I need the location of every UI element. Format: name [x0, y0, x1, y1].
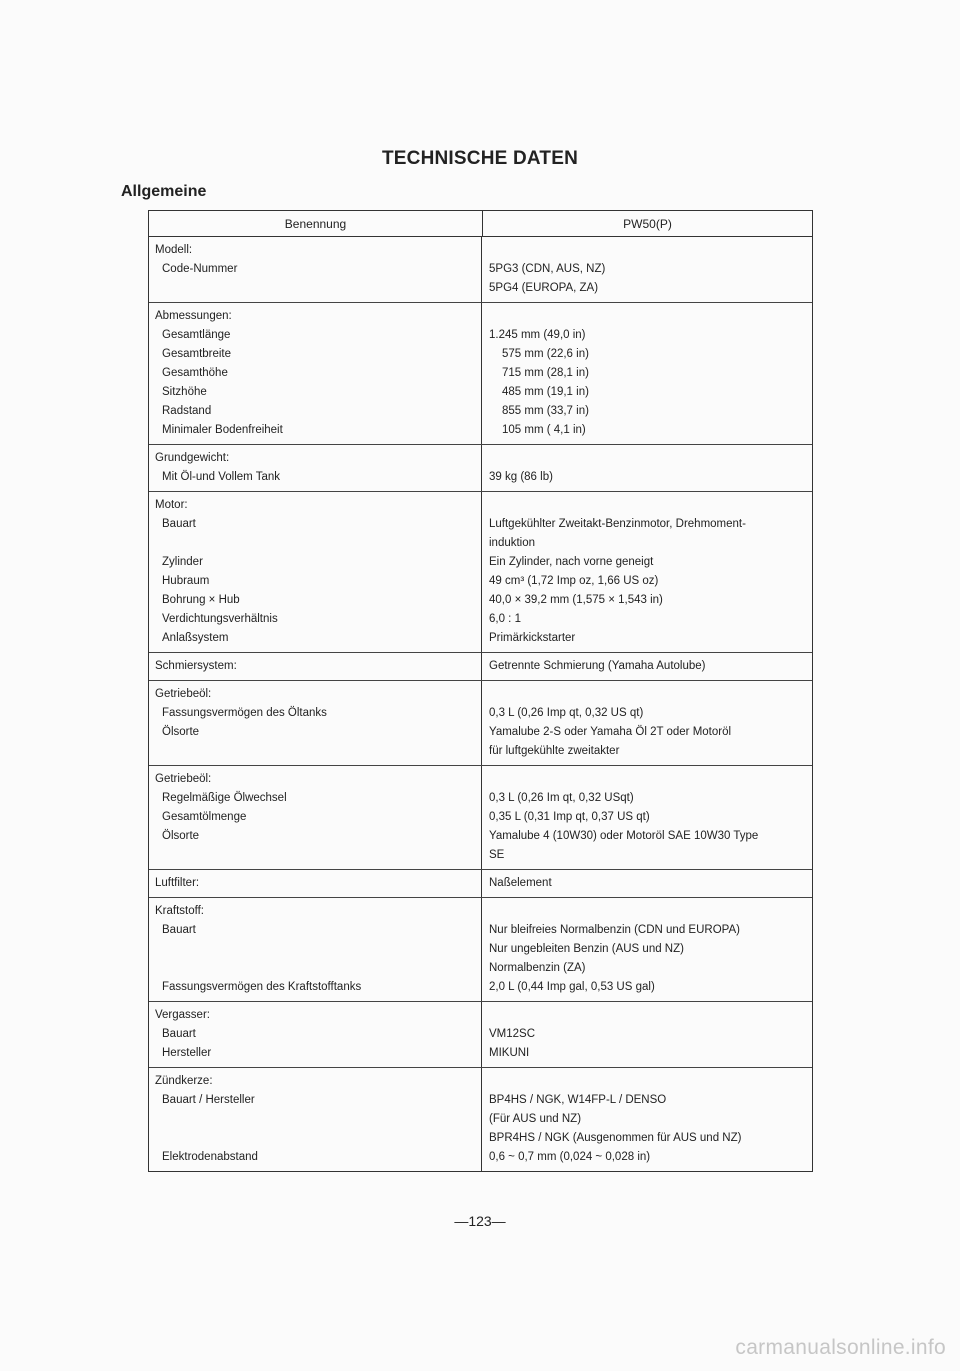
spec-label: Minimaler Bodenfreiheit [162, 424, 283, 436]
row-label-cell [149, 681, 482, 765]
spec-value: SE [489, 849, 505, 861]
spec-label: Schmiersystem: [155, 660, 237, 672]
spec-label: Bauart [162, 924, 196, 936]
spec-label: Zylinder [162, 556, 203, 568]
spec-label [155, 959, 481, 978]
specs-table [148, 210, 813, 1172]
spec-value [489, 1072, 812, 1091]
row-label-cell [149, 303, 482, 444]
spec-value: BPR4HS / NGK (Ausgenommen für AUS und NZ) [489, 1132, 742, 1144]
row-value-cell [482, 303, 812, 444]
spec-value: induktion [489, 537, 536, 549]
spec-label: Ölsorte [162, 830, 200, 842]
spec-value: Normalbenzin (ZA) [489, 962, 586, 974]
row-value-cell [482, 653, 812, 680]
spec-label: Elektrodenabstand [162, 1151, 258, 1163]
spec-value: Yamalube 2-S oder Yamaha Öl 2T oder Motoröl [489, 726, 732, 738]
spec-value: 105 mm ( 4,1 in) [502, 424, 586, 436]
spec-label: Regelmäßige Ölwechsel [162, 792, 287, 804]
table-row [149, 445, 812, 492]
row-value-cell [482, 237, 812, 302]
page-title: TECHNISCHE DATEN [381, 148, 579, 169]
table-row [149, 870, 812, 898]
spec-value: 1.245 mm (49,0 in) [489, 329, 586, 341]
spec-label: Verdichtungsverhältnis [162, 613, 278, 625]
spec-value: 855 mm (33,7 in) [502, 405, 589, 417]
spec-label [155, 846, 481, 865]
spec-value: 0,3 L (0,26 Imp qt, 0,32 US qt) [489, 707, 644, 719]
spec-label: Zündkerze: [155, 1075, 213, 1087]
spec-label: Kraftstoff: [155, 905, 205, 917]
spec-label: Radstand [162, 405, 212, 417]
spec-value: Naßelement [489, 877, 552, 889]
spec-value: Getrennte Schmierung (Yamaha Autolube) [489, 660, 706, 672]
spec-value: MIKUNI [489, 1047, 530, 1059]
spec-value: 6,0 : 1 [489, 613, 521, 625]
table-row [149, 681, 812, 766]
spec-label: Anlaßsystem [162, 632, 229, 644]
spec-label: Modell: [155, 244, 193, 256]
page-number: —123— [454, 1213, 506, 1229]
spec-label: Luftfilter: [155, 877, 200, 889]
table-row [149, 766, 812, 870]
spec-value: 5PG3 (CDN, AUS, NZ) [489, 263, 606, 275]
spec-value [489, 307, 812, 326]
spec-label: Fassungsvermögen des Öltanks [162, 707, 327, 719]
table-row [149, 237, 812, 303]
row-value-cell [482, 898, 812, 1001]
spec-label: Code-Nummer [162, 263, 238, 275]
spec-value: 49 cm³ (1,72 Imp oz, 1,66 US oz) [489, 575, 659, 587]
spec-label [155, 279, 481, 298]
spec-label [155, 534, 481, 553]
spec-label: Sitzhöhe [162, 386, 207, 398]
spec-value: (Für AUS und NZ) [489, 1113, 582, 1125]
spec-value: 0,35 L (0,31 Imp qt, 0,37 US qt) [489, 811, 650, 823]
spec-value [489, 449, 812, 468]
spec-label: Fassungsvermögen des Kraftstofftanks [162, 981, 362, 993]
spec-label: Gesamtbreite [162, 348, 232, 360]
spec-value [489, 770, 812, 789]
header-model: PW50(P) [623, 217, 672, 231]
row-value-cell [482, 1068, 812, 1171]
spec-value [489, 1006, 812, 1025]
spec-label: Bauart [162, 1028, 196, 1040]
spec-label: Hubraum [162, 575, 210, 587]
spec-label: Hersteller [162, 1047, 212, 1059]
table-header [149, 211, 812, 237]
spec-label [155, 940, 481, 959]
spec-value [489, 902, 812, 921]
spec-value: 0,3 L (0,26 Im qt, 0,32 USqt) [489, 792, 634, 804]
spec-label: Bohrung × Hub [162, 594, 240, 606]
spec-label: Gesamtölmenge [162, 811, 247, 823]
spec-value [489, 685, 812, 704]
table-row [149, 1068, 812, 1171]
spec-value: VM12SC [489, 1028, 536, 1040]
spec-label: Getriebeöl: [155, 773, 212, 785]
row-label-cell [149, 898, 482, 1001]
spec-label: Vergasser: [155, 1009, 210, 1021]
spec-label: Motor: [155, 499, 188, 511]
spec-label [155, 742, 481, 761]
row-label-cell [149, 1002, 482, 1067]
row-value-cell [482, 1002, 812, 1067]
row-value-cell [482, 766, 812, 869]
row-value-cell [482, 681, 812, 765]
row-label-cell [149, 1068, 482, 1171]
spec-label: Abmessungen: [155, 310, 232, 322]
spec-label: Gesamthöhe [162, 367, 228, 379]
spec-label: Getriebeöl: [155, 688, 212, 700]
spec-value: 0,6 ~ 0,7 mm (0,024 ~ 0,028 in) [489, 1151, 651, 1163]
spec-label: Bauart [162, 518, 196, 530]
row-value-cell [482, 445, 812, 491]
table-row [149, 1002, 812, 1068]
row-value-cell [482, 870, 812, 897]
spec-value: Nur ungebleiten Benzin (AUS und NZ) [489, 943, 684, 955]
spec-value: 2,0 L (0,44 Imp gal, 0,53 US gal) [489, 981, 655, 993]
table-row [149, 898, 812, 1002]
spec-label [155, 1129, 481, 1148]
row-label-cell [149, 492, 482, 652]
spec-value: Primärkickstarter [489, 632, 576, 644]
spec-value: Nur bleifreies Normalbenzin (CDN und EUROPA) [489, 924, 740, 936]
spec-value: BP4HS / NGK, W14FP-L / DENSO [489, 1094, 667, 1106]
spec-label [155, 1110, 481, 1129]
section-heading: Allgemeine [121, 183, 207, 200]
spec-value: für luftgekühlte zweitakter [489, 745, 620, 757]
spec-value: 39 kg (86 lb) [489, 471, 553, 483]
spec-value: 5PG4 (EUROPA, ZA) [489, 282, 599, 294]
spec-value: 485 mm (19,1 in) [502, 386, 589, 398]
row-label-cell [149, 870, 482, 897]
table-body [149, 237, 812, 1171]
spec-label: Ölsorte [162, 726, 200, 738]
spec-value: 40,0 × 39,2 mm (1,575 × 1,543 in) [489, 594, 663, 606]
row-label-cell [149, 445, 482, 491]
row-value-cell [482, 492, 812, 652]
table-row [149, 492, 812, 653]
spec-value: 715 mm (28,1 in) [502, 367, 589, 379]
spec-value [489, 496, 812, 515]
spec-label: Gesamtlänge [162, 329, 231, 341]
row-label-cell [149, 237, 482, 302]
table-row [149, 653, 812, 681]
watermark: carmanualsonline.info [735, 1336, 946, 1359]
header-designation: Benennung [149, 211, 483, 236]
table-row [149, 303, 812, 445]
spec-value: Yamalube 4 (10W30) oder Motoröl SAE 10W30 Type [489, 830, 759, 842]
spec-value [489, 241, 812, 260]
row-label-cell [149, 766, 482, 869]
spec-label: Bauart / Hersteller [162, 1094, 255, 1106]
spec-value: Luftgekühlter Zweitakt-Benzinmotor, Drehmoment- [489, 518, 746, 530]
row-label-cell [149, 653, 482, 680]
spec-label: Mit Öl-und Vollem Tank [162, 471, 281, 483]
spec-value: 575 mm (22,6 in) [502, 348, 589, 360]
spec-value: Ein Zylinder, nach vorne geneigt [489, 556, 654, 568]
spec-label: Grundgewicht: [155, 452, 230, 464]
